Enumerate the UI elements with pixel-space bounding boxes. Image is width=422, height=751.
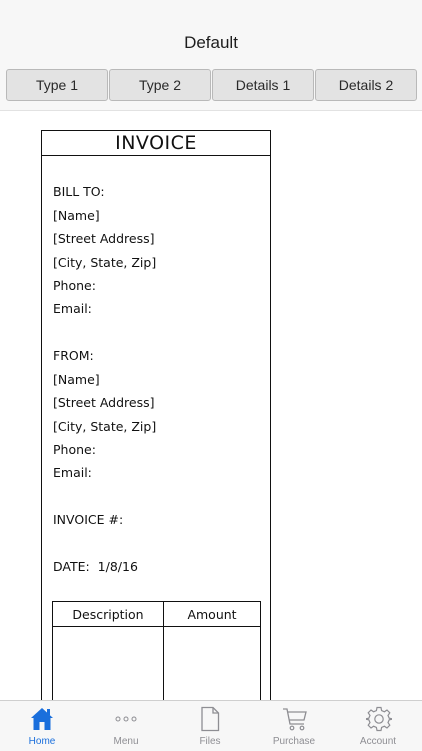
from-phone: Phone: [53,442,96,457]
bill-to-email: Email: [53,301,92,316]
segment-type-2[interactable]: Type 2 [109,69,211,101]
bill-to-street: [Street Address] [53,231,155,246]
tab-files-label: Files [199,736,221,747]
invoice-number-label: INVOICE #: [53,512,124,527]
gear-icon [366,706,392,732]
invoice-date: DATE: 1/8/16 [53,559,138,574]
bill-to-name: [Name] [53,208,100,223]
segment-type-1[interactable]: Type 1 [6,69,108,101]
invoice-document [41,130,271,700]
from-city: [City, State, Zip] [53,419,157,434]
from-heading: FROM: [53,348,94,363]
document-icon [198,706,222,732]
invoice-preview-area[interactable] [0,111,422,700]
line-items-table [52,601,261,700]
from-name: [Name] [53,372,100,387]
tab-files[interactable] [168,701,252,751]
segment-details-1[interactable]: Details 1 [212,69,314,101]
tab-bar [0,700,422,751]
bill-to-heading: BILL TO: [53,184,105,199]
from-street: [Street Address] [53,395,155,410]
column-header-description: Description [72,607,144,622]
from-email: Email: [53,465,92,480]
bill-to-city: [City, State, Zip] [53,255,157,270]
tab-purchase-label: Purchase [272,736,316,747]
tab-account-label: Account [359,736,397,747]
column-header-amount: Amount [187,607,237,622]
navigation-bar [0,0,422,64]
page-title: Default [184,33,238,52]
tab-home[interactable] [0,701,84,751]
invoice-title: INVOICE [42,131,270,156]
cart-icon [282,706,308,732]
bill-to-phone: Phone: [53,278,96,293]
ellipsis-icon [114,706,138,732]
table-header-row [53,602,260,627]
tab-account[interactable] [336,701,420,751]
column-divider [163,602,164,700]
tab-purchase[interactable] [252,701,336,751]
segmented-control [0,64,422,111]
tab-menu-label: Menu [113,736,139,747]
tab-home-label: Home [28,736,56,747]
tab-menu[interactable] [84,701,168,751]
house-icon [30,706,54,732]
segment-details-2[interactable]: Details 2 [315,69,417,101]
